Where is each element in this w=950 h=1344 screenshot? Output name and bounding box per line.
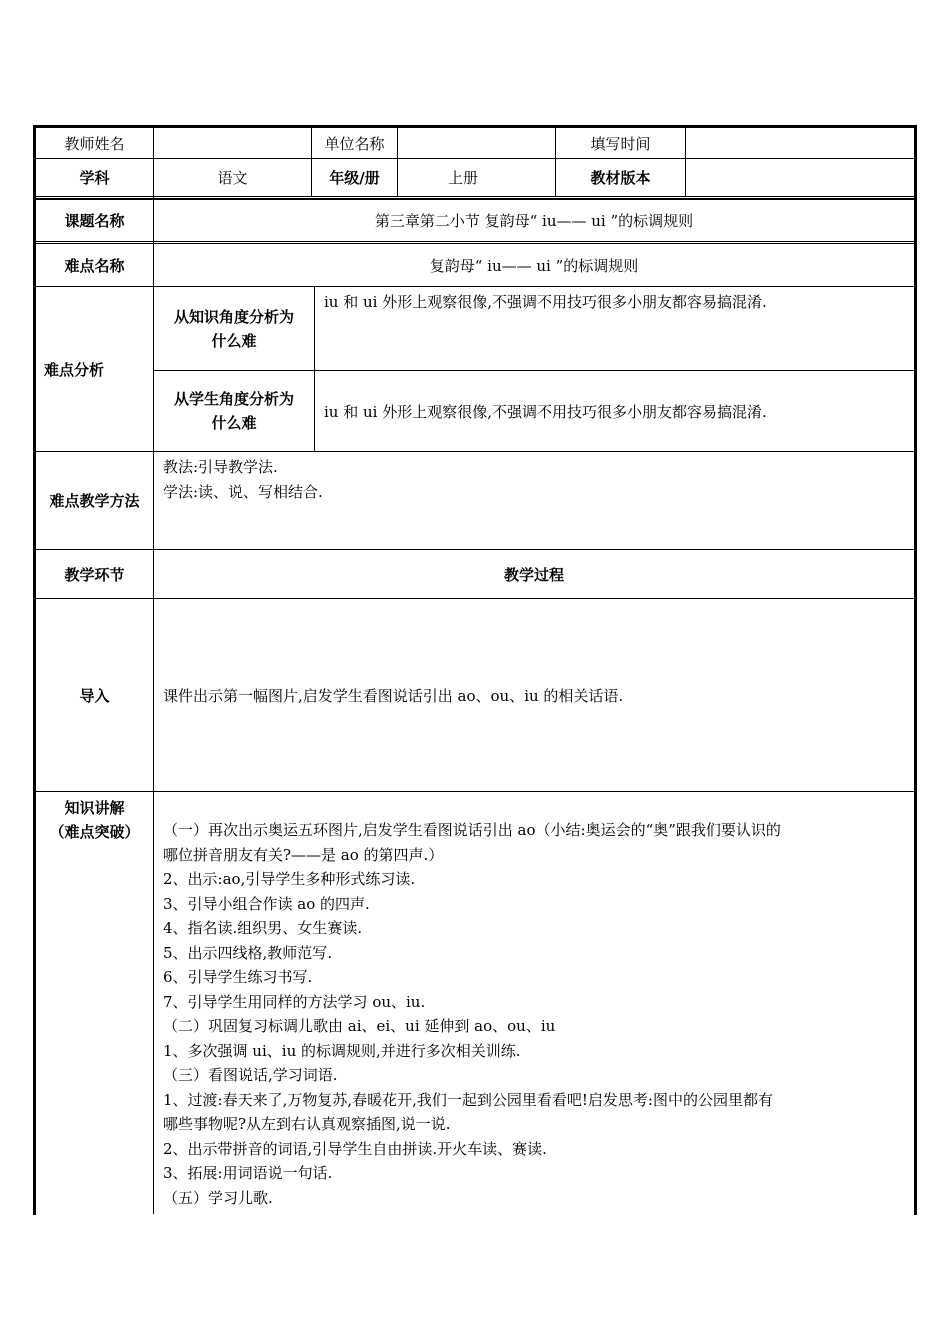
knowledge-label-line2: （难点突破） [49,823,140,841]
knowledge-line: 7、引导学生用同样的方法学习 ou、iu. [163,992,426,1011]
subject-value: 语文 [217,169,248,187]
knowledge-line: 6、引导学生练习书写. [163,968,313,986]
fill-time-label: 填写时间 [590,134,651,153]
knowledge-angle-label [154,287,314,370]
knowledge-line: 2、出示带拼音的词语,引导学生自由拼读.开火车读、赛读. [163,1139,547,1158]
knowledge-angle-text: iu 和 ui 外形上观察很像,不强调不用技巧很多小朋友都容易搞混淆. [324,293,767,311]
analysis-label: 难点分析 [44,360,105,379]
row-divider [33,196,917,197]
difficulty-value: 复韵母“ iu—— ui ”的标调规则 [429,256,639,275]
knowledge-line: 2、出示:ao,引导学生多种形式练习读. [163,870,416,888]
row-divider [33,791,917,792]
topic-value: 第三章第二小节 复韵母“ iu—— ui ”的标调规则 [374,212,694,230]
method-line: 学法:读、说、写相结合. [163,482,323,501]
knowledge-line: （五）学习儿歌. [163,1188,273,1207]
row-divider [33,451,917,452]
grade-value: 上册 [447,169,478,187]
column-divider [314,286,315,452]
knowledge-line: 哪位拼音朋友有关?——是 ao 的第四声.） [163,845,444,864]
knowledge-angle-label-line2: 什么难 [211,331,257,350]
fill-time-value [686,128,914,158]
knowledge-line: （一）再次出示奥运五环图片,启发学生看图说话引出 ao（小结:奥运会的“奥”跟我们要认识的 [163,821,781,839]
knowledge-content [163,818,911,1210]
unit-name-value [398,128,555,158]
method-content [163,455,903,504]
teacher-name-value [154,128,311,158]
student-angle-label [154,371,314,451]
subject-label: 学科 [79,169,110,187]
method-line: 教法:引导教学法. [163,458,278,476]
edition-value [686,159,914,196]
difficulty-label: 难点名称 [64,256,125,275]
grade-label: 年级/册 [329,169,380,187]
edition-label: 教材版本 [590,169,651,187]
process-header: 教学过程 [503,565,564,584]
knowledge-angle-label-line1: 从知识角度分析为 [173,307,294,326]
student-angle-text: iu 和 ui 外形上观察很像,不强调不用技巧很多小朋友都容易搞混淆. [324,402,767,421]
knowledge-line: 4、指名读.组织男、女生赛读. [163,919,363,937]
intro-label: 导入 [79,686,110,705]
knowledge-line: （二）巩固复习标调儿歌由 ai、ei、ui 延伸到 ao、ou、iu [163,1017,556,1035]
row-divider [33,241,917,242]
knowledge-line: 1、过渡:春天来了,万物复苏,春暖花开,我们一起到公园里看看吧!启发思考:图中的公园里都有 [163,1090,773,1109]
knowledge-line: 3、引导小组合作读 ao 的四声. [163,894,370,913]
method-label: 难点教学方法 [49,492,140,510]
student-angle-label-line2: 什么难 [211,414,257,432]
knowledge-label-line1: 知识讲解 [64,799,125,817]
intro-text: 课件出示第一幅图片,启发学生看图说话引出 ao、ou、iu 的相关话语. [163,686,624,705]
knowledge-line: 1、多次强调 ui、iu 的标调规则,并进行多次相关训练. [163,1041,521,1060]
knowledge-line: 5、出示四线格,教师范写. [163,943,333,962]
unit-name-label: 单位名称 [324,134,385,153]
knowledge-line: 3、拓展:用词语说一句话. [163,1164,333,1182]
knowledge-line: （三）看图说话,学习词语. [163,1066,338,1084]
knowledge-line: 哪些事物呢?从左到右认真观察插图,说一说. [163,1115,451,1133]
teacher-name-label: 教师姓名 [64,134,125,153]
student-angle-label-line1: 从学生角度分析为 [173,390,294,408]
topic-label: 课题名称 [64,212,125,230]
stage-header: 教学环节 [64,565,125,584]
knowledge-label [36,796,153,844]
